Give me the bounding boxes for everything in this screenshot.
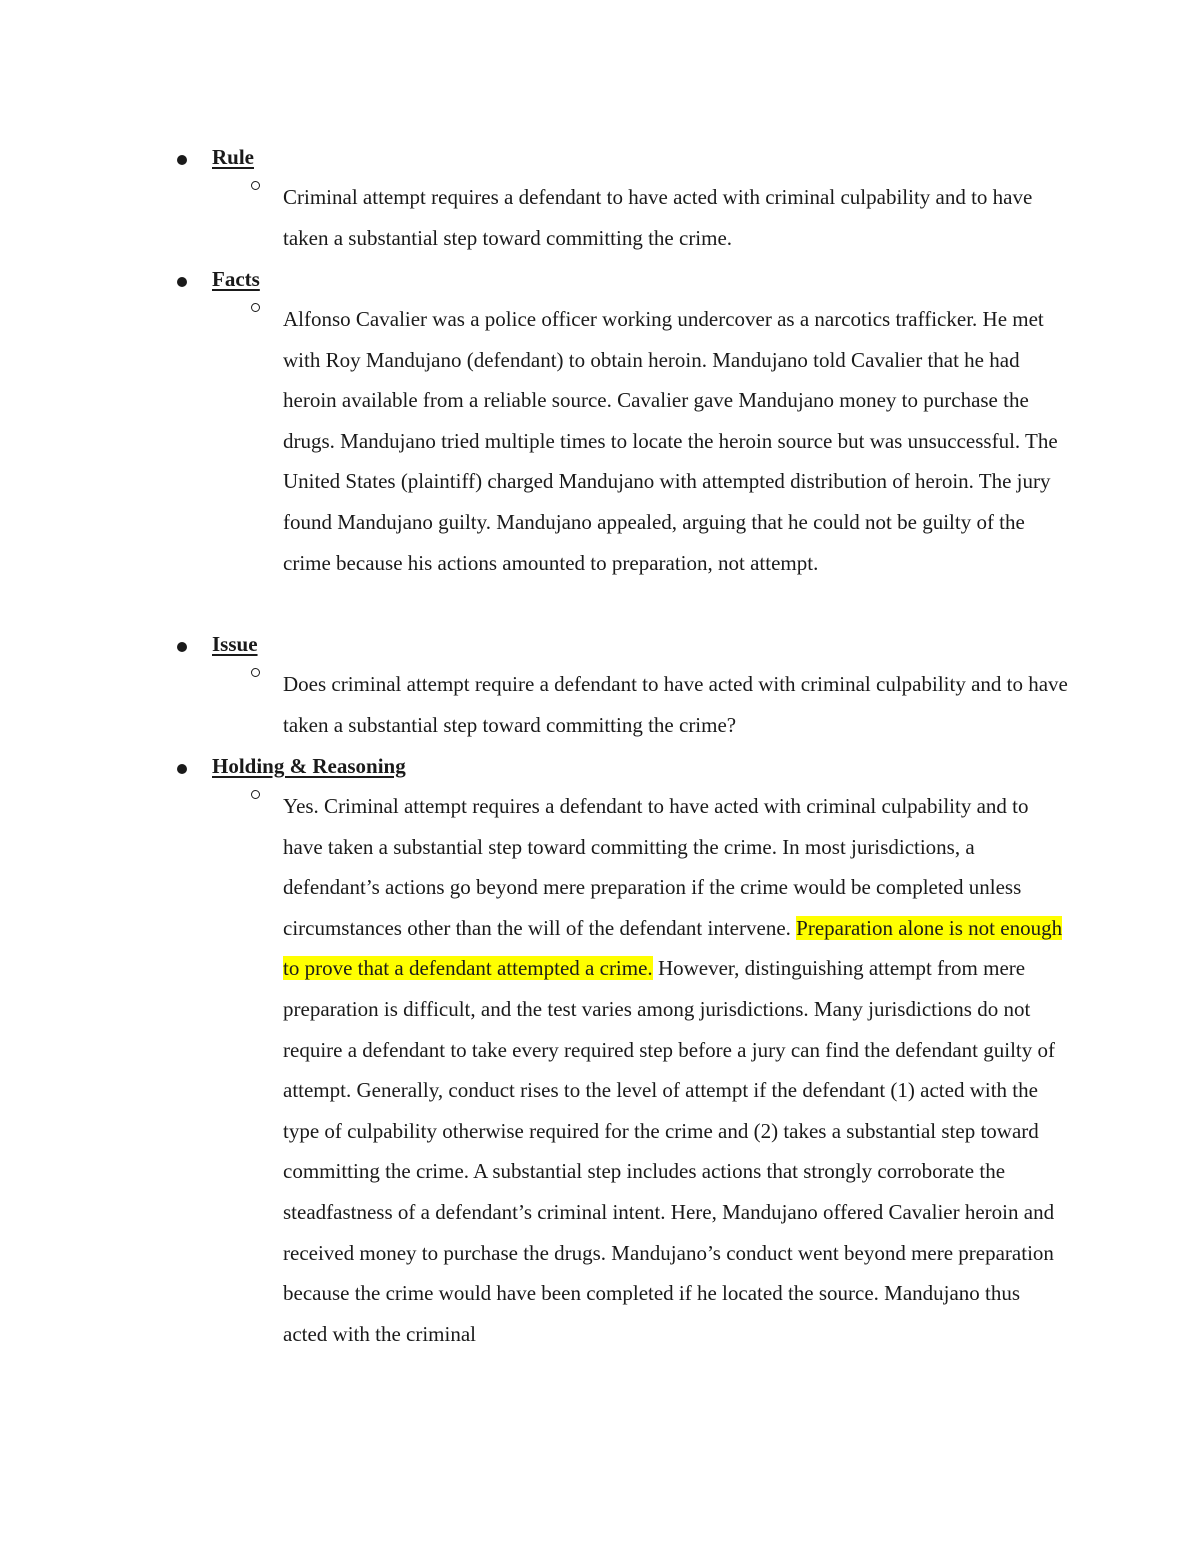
sub-bullet-item	[0, 786, 1200, 1354]
bullet-item-rule	[0, 141, 1200, 181]
hollow-bullet-icon	[251, 668, 260, 677]
hollow-bullet-icon	[251, 790, 260, 799]
section-heading: Holding & Reasoning	[212, 754, 406, 778]
hollow-bullet-icon	[251, 181, 260, 190]
section-rule	[0, 141, 1200, 258]
sub-bullet-item	[0, 177, 1200, 258]
filled-bullet-icon	[177, 764, 187, 774]
bullet-item-holding	[0, 750, 1200, 790]
section-holding-reasoning	[0, 750, 1200, 1354]
section-body: Alfonso Cavalier was a police officer working undercover as a narcotics trafficker. He met with Roy Mandujano (defendant) to obtain heroin. Mandujano told Cavalier that he had heroin available from a reliable source. Cavalier gave Mandujano money to purchase the drugs. Mandujano tried multiple times to locate the heroin source but was unsuccessful. The United States (plaintiff) charged Mandujano with attempted distribution of heroin. The jury found Mandujano guilty. Mandujano appealed, arguing that he could not be guilty of the crime because his actions amounted to preparation, not attempt.	[283, 307, 1058, 575]
section-heading: Rule	[212, 145, 254, 169]
sub-bullet-item	[0, 299, 1200, 583]
highlighted-text: Preparation alone is not enough to prove that a defendant attempted a crime.	[283, 915, 1063, 981]
section-heading: Facts	[212, 267, 260, 291]
section-heading: Issue	[212, 632, 258, 656]
section-body: Criminal attempt requires a defendant to have acted with criminal culpability and to have taken a substantial step toward committing the crime.	[283, 185, 1033, 250]
section-body: Does criminal attempt require a defendant to have acted with criminal culpability and to have taken a substantial step toward committing the crime?	[283, 672, 1068, 737]
section-issue	[0, 628, 1200, 745]
body-text-after-highlight: However, distinguishing attempt from mere preparation is difficult, and the test varies among jurisdictions. Many jurisdictions do not require a defendant to take every required step before a jury can find the defendant guilty of attempt. Generally, conduct rises to the level of attempt if the defendant (1) acted with the type of culpability otherwise required for the crime and (2) takes a substantial step toward committing the crime. A substantial step includes actions that strongly corroborate the steadfastness of a defendant’s criminal intent. Here, Mandujano offered Cavalier heroin and received money to purchase the drugs. Mandujano’s conduct went beyond mere preparation because the crime would have been completed if he located the source. Mandujano thus acted with the criminal	[283, 956, 1055, 1346]
bullet-item-issue	[0, 628, 1200, 668]
body-text-before-highlight: Yes. Criminal attempt requires a defendant to have acted with criminal culpability and to have taken a substantial step toward committing the crime. In most jurisdictions, a defendant’s actions go beyond mere preparation if the crime would be completed unless circumstances other than the will of the defendant intervene.	[283, 794, 1029, 940]
filled-bullet-icon	[177, 155, 187, 165]
section-facts	[0, 263, 1200, 583]
hollow-bullet-icon	[251, 303, 260, 312]
filled-bullet-icon	[177, 277, 187, 287]
sub-bullet-item	[0, 664, 1200, 745]
bullet-item-facts	[0, 263, 1200, 303]
filled-bullet-icon	[177, 642, 187, 652]
section-body	[283, 786, 1068, 1354]
